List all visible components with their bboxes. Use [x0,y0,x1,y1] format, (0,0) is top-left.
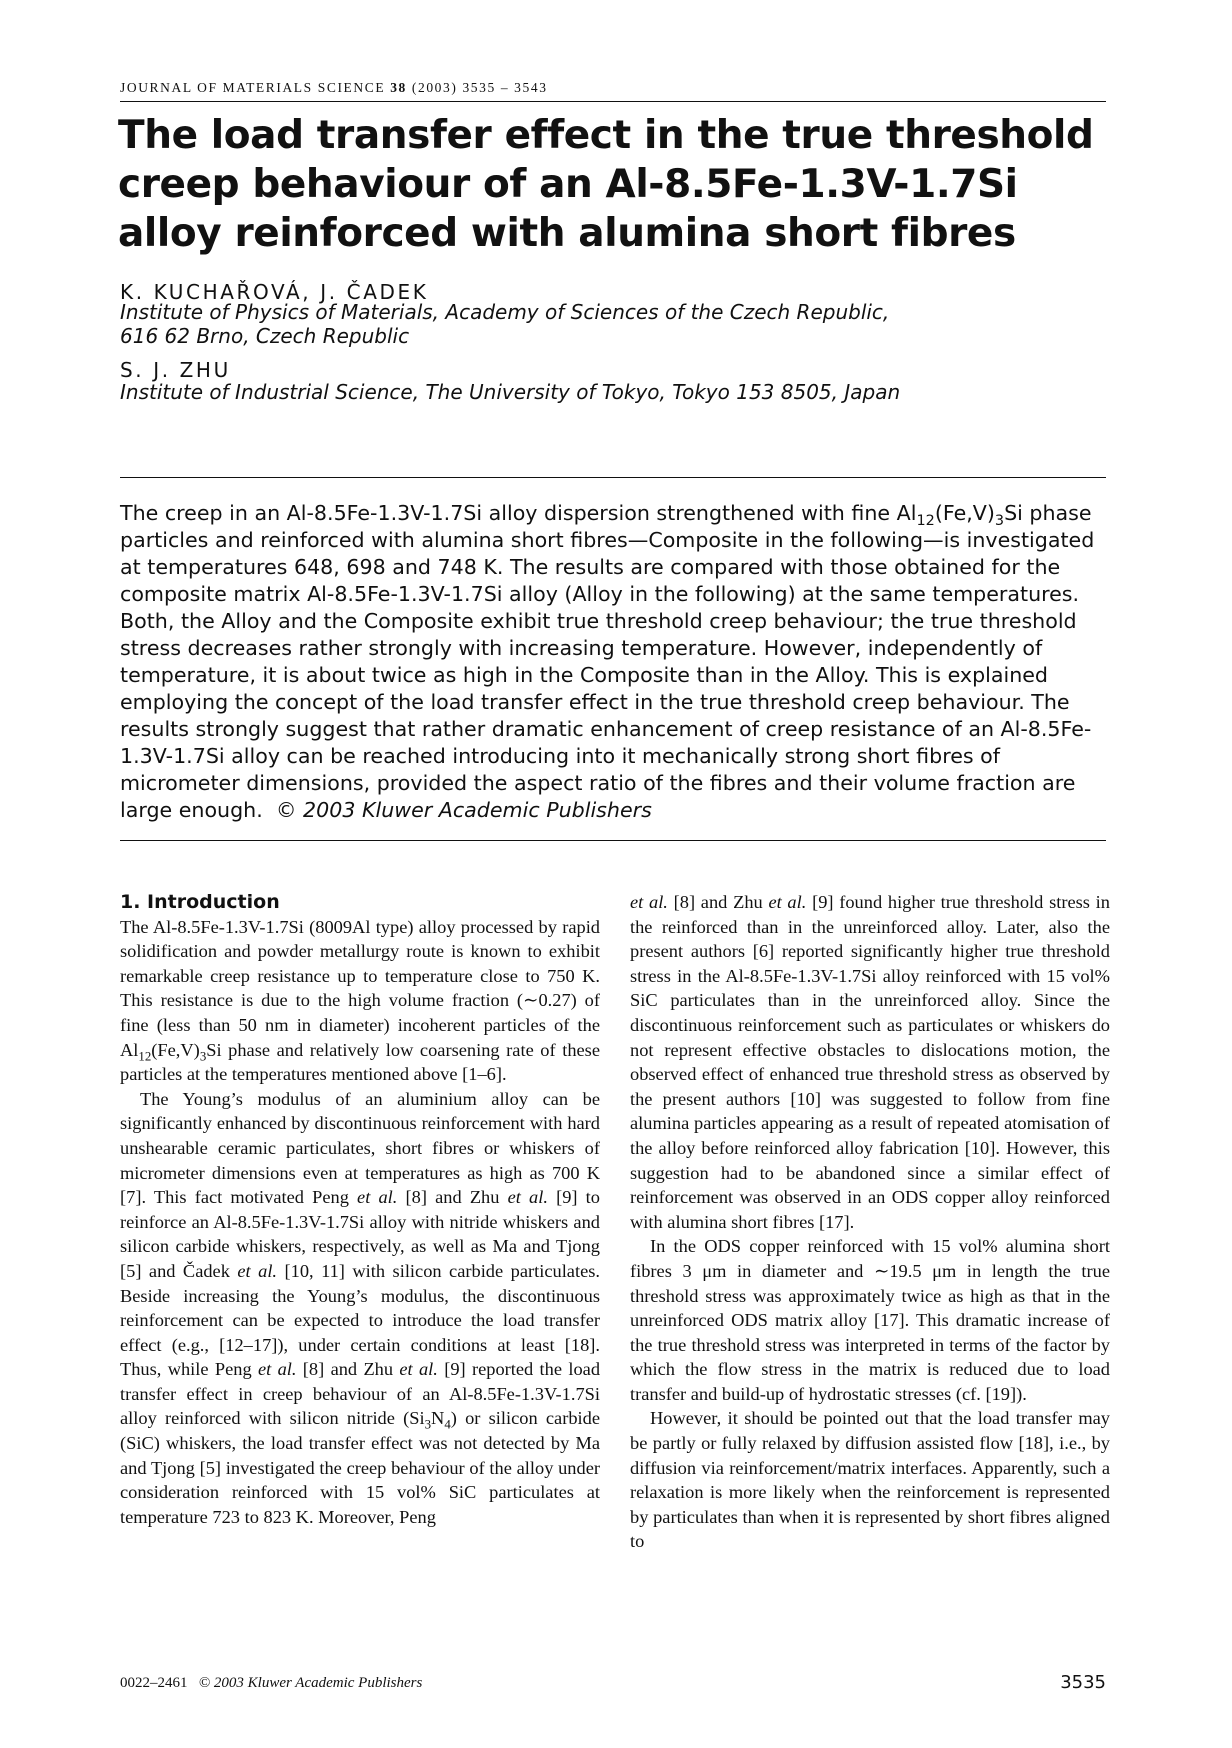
running-head [120,80,548,96]
abstract-copyright: © 2003 Kluwer Academic Publishers [275,798,652,822]
paragraph-2-continued [630,890,1110,1234]
text-run: (Fe,V) [151,1039,200,1060]
abstract-text-1: The creep in an Al-8.5Fe-1.3V-1.7Si alloy dispersion strengthened with fine Al [120,501,917,525]
et-al: et al. [399,1359,438,1380]
paper-title: The load transfer effect in the true threshold creep behaviour of an Al-8.5Fe-1.3V-1.7Si alloy reinforced with alumina short fibres [118,113,1094,256]
text-run: [10, 11] with silicon carbide particulates. Beside increasing the Young’s modulus, the discontinuous reinforcement can be expected to introduce the load transfer effect (e.g., [12–17]), under certain conditions at least [18]. Thus, while Peng [120,1260,600,1380]
paragraph-1 [120,915,600,1087]
journal-volume: 38 [390,80,407,95]
et-al: et al. [357,1187,398,1208]
subscript: 3 [424,1418,432,1433]
abstract-text-2: (Fe,V) [934,501,995,525]
subscript: 12 [138,1049,152,1064]
text-run: [9] to reinforce an Al-8.5Fe-1.3V-1.7Si alloy with nitride whiskers and silicon carbide whiskers, respectively, as well as Ma and Tjong [5] and Čadek [120,1187,600,1281]
abstract-bottom-rule [120,840,1106,841]
text-run: ) or silicon carbide (SiC) whiskers, the load transfer effect was not detected by Ma and Tjong [5] investigated the creep behaviour of the alloy under consideration reinforced with 15 vol% SiC particulates at temperature 723 to 823 K. Moreover, Peng [120,1408,600,1527]
text-run: [8] and Zhu [397,1187,508,1208]
et-al: et al. [257,1359,297,1380]
abstract-text-3: Si phase particles and reinforced with alumina short fibres—Composite in the following—is investigated at temperatures 648, 698 and 748 K. The results are compared with those obtained for the composite matrix Al-8.5Fe-1.3V-1.7Si alloy (Alloy in the following) at the same temperatures. Both, the Alloy and the Composite exhibit true threshold creep behaviour; the true threshold stress decreases rather strongly with increasing temperature. However, independently of temperature, it is about twice as high in the Composite than in the Alloy. This is explained employing the concept of the load transfer effect in the true threshold creep behaviour. The results strongly suggest that rather dramatic enhancement of creep resistance of an Al-8.5Fe-1.3V-1.7Si alloy can be reached introducing into it mechanically strong short fibres of micrometer dimensions, provided the aspect ratio of the fibres and their volume fraction are large enough. [120,501,1095,822]
et-al: et al. [507,1187,548,1208]
affiliation-2-line-1: Institute of Industrial Science, The University of Tokyo, Tokyo 153 8505, Japan [120,380,901,404]
footer-copyright: © 2003 Kluwer Academic Publishers [198,1675,423,1691]
column-right [630,890,1110,1554]
abstract-subscript: 12 [916,513,935,530]
paragraph-2 [120,1087,600,1530]
column-left [120,890,600,1529]
subscript: 4 [444,1418,451,1433]
footer-issn: 0022–2461 [120,1675,188,1691]
text-run: [8] and Zhu [667,892,769,912]
author-names-1: K. KUCHAŘOVÁ, J. ČADEK [120,280,429,304]
text-run: The Young’s modulus of an aluminium alloy can be significantly enhanced by discontinuous reinforcement with hard unshearable ceramic particulates, short fibres or whiskers of micrometer dimensions even at temperatures as high as 700 K [7]. This fact motivated Peng [120,1088,600,1208]
et-al: et al. [237,1260,278,1281]
text-run: [9] found higher true threshold stress in the reinforced than in the unreinforced alloy. Later, also the present authors [6] reported significantly higher true threshold stress in the Al-8.5Fe-1.3V-1.7Si alloy reinforced with 15 vol% SiC particulates than in the unreinforced alloy. Since the discontinuous reinforcement such as particulates or whiskers do not represent effective obstacles to dislocations motion, the observed effect of enhanced true threshold stress as observed by the present authors [10] was suggested to follow from fine alumina particles appearing as a result of repeated atomisation of the alloy before reinforced alloy fabrication [10]. However, this suggestion had to be abandoned since a similar effect of reinforcement was observed in an ODS copper alloy reinforced with alumina short fibres [17]. [630,892,1110,1232]
text-run: The Al-8.5Fe-1.3V-1.7Si (8009Al type) alloy processed by rapid solidification and powder metallurgy route is known to exhibit remarkable creep resistance up to temperature close to 750 K. This resistance is due to the high volume fraction (∼0.27) of fine (less than 50 nm in diameter) incoherent particles of the Al [120,916,600,1060]
text-run: N [431,1408,445,1429]
et-al: et al. [768,892,807,912]
affiliation-1-line-1: Institute of Physics of Materials, Academy of Sciences of the Czech Republic, [120,300,890,324]
subscript: 3 [199,1049,207,1064]
affiliation-1-line-2: 616 62 Brno, Czech Republic [120,324,410,348]
paragraph-3: In the ODS copper reinforced with 15 vol% alumina short fibres 3 μm in diameter and ∼19.5 μm in length the true threshold stress was approximately twice as high as that in the unreinforced ODS matrix alloy [17]. This dramatic increase of the true threshold stress was interpreted in terms of the factor by which the flow stress in the matrix is reduced due to load transfer and build-up of hydrostatic stresses (cf. [19]). [630,1236,1110,1404]
author-names-2: S. J. ZHU [120,358,231,382]
section-heading: 1. Introduction [120,891,280,913]
page-number: 3535 [1060,1672,1106,1693]
text-run: Si phase and relatively low coarsening rate of these particles at the temperatures mentioned above [1–6]. [120,1039,600,1085]
abstract [120,500,1106,824]
et-al: et al. [630,892,668,912]
journal-name: JOURNAL OF MATERIALS SCIENCE [120,80,386,95]
paragraph-4: However, it should be pointed out that the load transfer may be partly or fully relaxed by diffusion assisted flow [18], i.e., by diffusion via reinforcement/matrix interfaces. Apparently, such a relaxation is more likely when the reinforcement is represented by particulates than when it is represented by short fibres aligned to [630,1408,1110,1552]
header-rule [120,101,1106,102]
abstract-top-rule [120,477,1106,478]
text-run: [9] reported the load transfer effect in creep behaviour of an Al-8.5Fe-1.3V-1.7Si alloy reinforced with silicon nitride (Si [120,1359,601,1429]
abstract-subscript: 3 [994,513,1005,530]
journal-year-pages: (2003) 3535 – 3543 [411,80,548,95]
footer-left [120,1675,422,1692]
text-run: [8] and Zhu [296,1359,400,1380]
